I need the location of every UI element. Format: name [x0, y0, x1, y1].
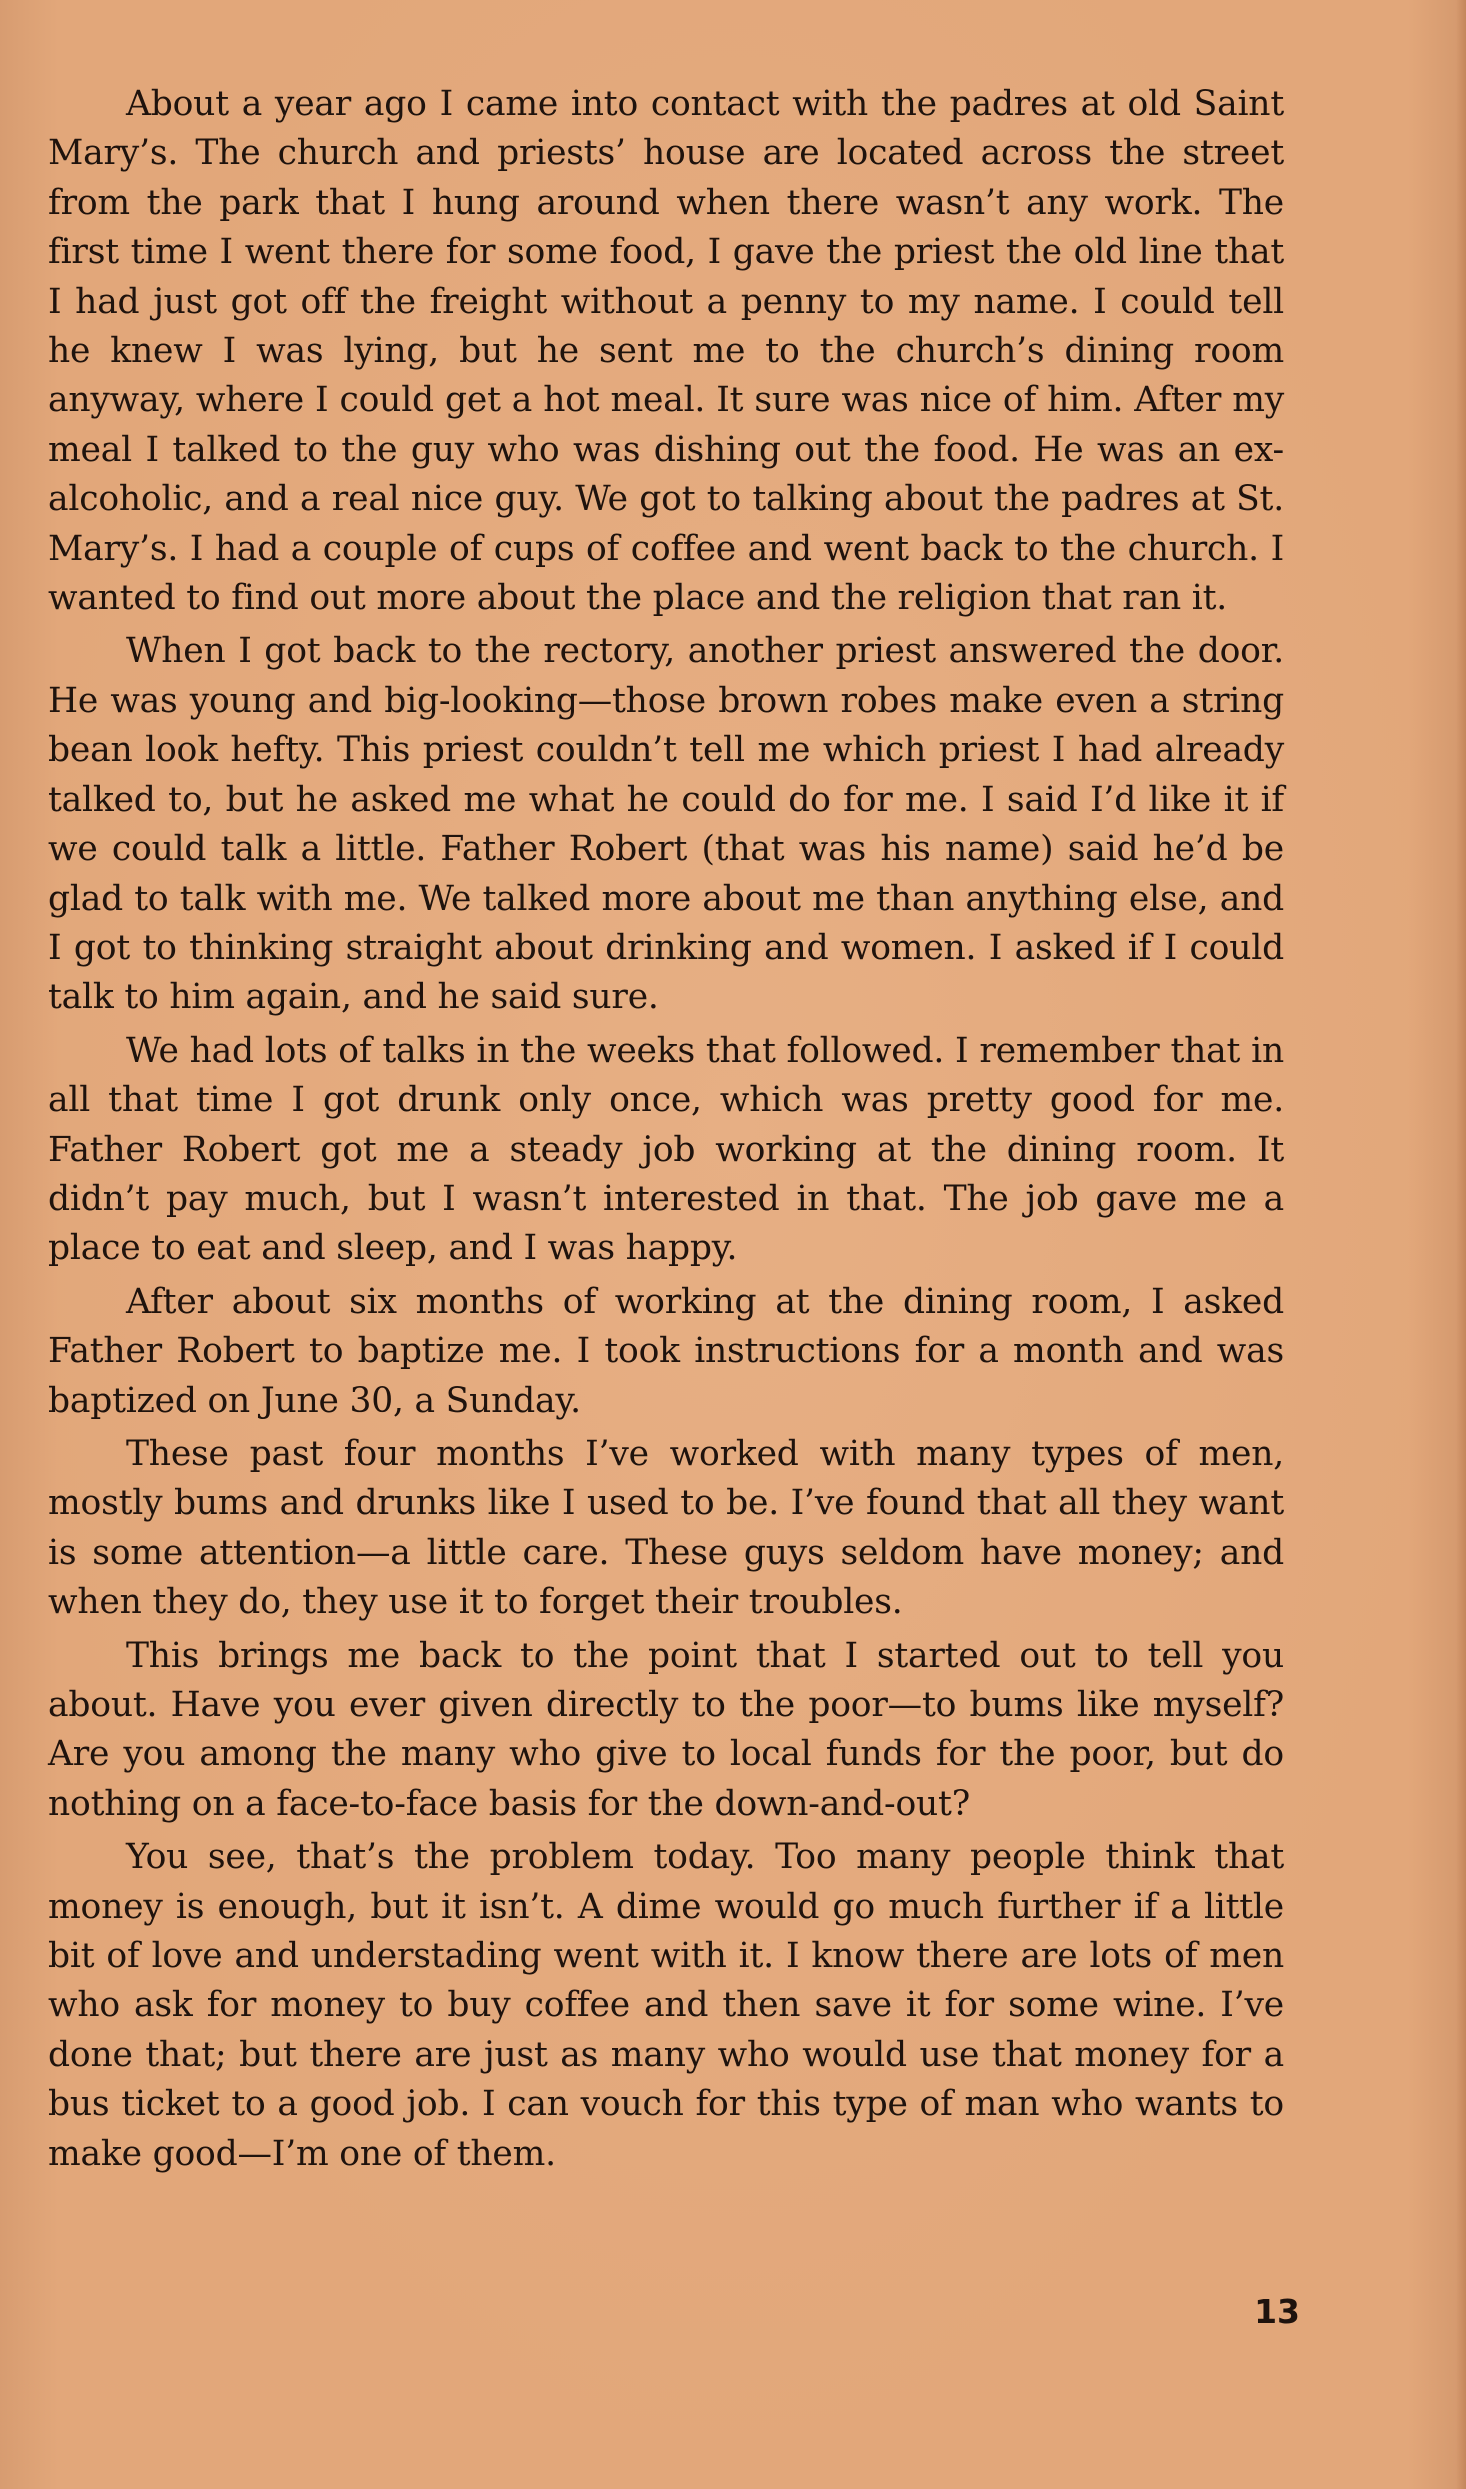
paragraph-2: When I got back to the rectory, another priest answered the door. He was young and big-looking—those brown robes make even a string bean look hefty. This priest couldn’t tell me which priest I had already talked to, but he asked me what he could do for me. I said I’d like it if we could talk a little. Father Robert (that was his name) said he’d be glad to talk with me. We talked more about me than anything else, and I got to thinking straight about drinking and women. I asked if I could talk to him again, and he said sure.: [48, 631, 1284, 1018]
paragraph-4: After about six months of working at the dining room, I asked Father Robert to baptize me. I took instructions for a month and was baptized on June 30, a Sunday.: [48, 1281, 1284, 1421]
paragraph-5: These past four months I’ve worked with many types of men, mostly bums and drunks like I used to be. I’ve found that all they want is some attention—a little care. These guys seldom have money; and when they do, they use it to forget their troubles.: [48, 1433, 1284, 1623]
paragraph-6: This brings me back to the point that I started out to tell you about. Have you ever given directly to the poor—to bums like myself? Are you among the many who give to local funds for the poor, but do nothing on a face-to-face basis for the down-and-out?: [48, 1635, 1284, 1824]
page-edge-shadow: [1456, 0, 1466, 2489]
paragraph-1: About a year ago I came into contact with the padres at old Saint Mary’s. The church and priests’ house are located across the street from the park that I hung around when there wasn’t any work. The first time I went there for some food, I gave the priest the old line that I had just got off the freight without a penny to my name. I could tell he knew I was lying, but he sent me to the church’s dining room anyway, where I could get a hot meal. It sure was nice of him. After my meal I talked to the guy who was dishing out the food. He was an ex-alcoholic, and a real nice guy. We got to talking about the padres at St. Mary’s. I had a couple of cups of coffee and went back to the church. I wanted to find out more about the place and the religion that ran it.: [48, 84, 1284, 619]
body-text: [48, 80, 1284, 2183]
page-number: 13: [1254, 2292, 1300, 2331]
paragraph-3: We had lots of talks in the weeks that followed. I remember that in all that time I got drunk only once, which was pretty good for me. Father Robert got me a steady job working at the dining room. It didn’t pay much, but I wasn’t interested in that. The job gave me a place to eat and sleep, and I was happy.: [48, 1030, 1284, 1269]
paragraph-7: You see, that’s the problem today. Too many people think that money is enough, but it isn’t. A dime would go much further if a little bit of love and understading went with it. I know there are lots of men who ask for money to buy coffee and then save it for some wine. I’ve done that; but there are just as many who would use that money for a bus ticket to a good job. I can vouch for this type of man who wants to make good—I’m one of them.: [48, 1837, 1284, 2174]
